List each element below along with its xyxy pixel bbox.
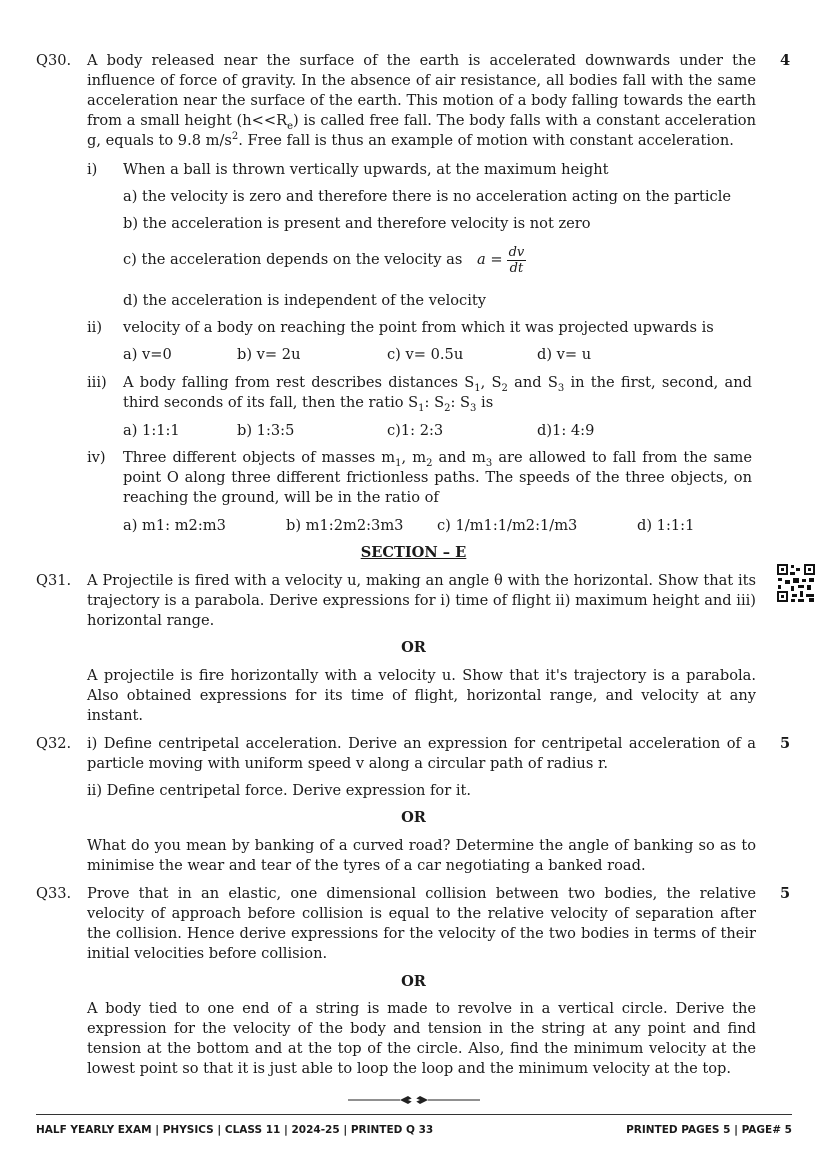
- option-b: b) m1:2m2:3m3: [286, 517, 404, 534]
- option-a: a) 1:1:1: [123, 422, 180, 439]
- marks-q32: 5: [780, 735, 791, 752]
- question-31: [36, 571, 756, 631]
- sub-question-i: i) When a ball is thrown vertically upwards, at the maximum height: [87, 161, 609, 178]
- option-d: d) the acceleration is independent of the velocity: [123, 292, 486, 309]
- question-32: [36, 734, 756, 774]
- option-c: c) the acceleration depends on the velocity as a = $\frac{dv}{dt}$: [123, 244, 525, 276]
- option-b: b) the acceleration is present and therefore velocity is not zero: [123, 215, 591, 232]
- marks-q30: 4: [780, 52, 791, 69]
- options-iv: [123, 516, 753, 536]
- formula: a = $\frac{dv}{dt}$: [477, 244, 525, 276]
- question-33: [36, 884, 756, 964]
- options-iii: [123, 421, 753, 441]
- question-text: Prove that in an elastic, one dimensional collision between two bodies, the relative velocity of approach before collision is equal to the relative velocity of separation after the collision. Hence derive expressions for the velocity of the two bodies in terms of their initial velocities before collision.: [87, 885, 756, 962]
- option-b: b) v= 2u: [237, 346, 301, 363]
- or-divider: OR: [401, 639, 426, 656]
- question-number: Q30.: [36, 52, 72, 69]
- question-text: A body released near the surface of the earth is accelerated downwards under the influence of force of gravity. In the absence of air resistance, all bodies fall with the same acceleration near the surface of the earth. This motion of a body falling towards the earth from a small height $(h<<R_e)$ is called free fall. The body falls with a constant acceleration g, equals to 9.8 $m/s^2$. Free fall is thus an example of motion with constant acceleration.: [87, 52, 756, 149]
- or-divider: OR: [401, 809, 426, 826]
- option-a: a) m1: m2:m3: [123, 517, 226, 534]
- sub-question-iii: iii) A body falling from rest describes distances $S_1$, $S_2$ and $S_3$ in the first, second, and third seconds of its fall, then the ratio $S_1$: $S_2$: $S_3$ is: [87, 374, 753, 414]
- sub-question-ii: ii) velocity of a body on reaching the point from which it was projected upwards is: [87, 319, 714, 336]
- question-32-alternative: What do you mean by banking of a curved road? Determine the angle of banking so as to minimise the wear and tear of the tyres of a car negotiating a banked road.: [87, 837, 756, 874]
- option-a: a) the velocity is zero and therefore there is no acceleration acting on the particle: [123, 188, 732, 205]
- question-30: [36, 51, 756, 151]
- sub-question-iv: iv) Three different objects of masses $m_1$, $m_2$ and $m_3$ are allowed to fall from the same point O along three different frictionless paths. The speeds of the three objects, on reaching the ground, will be in the ratio of: [87, 449, 753, 506]
- qr-code-icon: [776, 563, 816, 603]
- option-d: d) 1:1:1: [637, 517, 695, 534]
- option-c: c) 1/m1:1/m2:1/m3: [437, 517, 578, 534]
- option-a: a) v=0: [123, 346, 172, 363]
- section-heading: SECTION – E: [360, 544, 467, 561]
- question-33-alternative: A body tied to one end of a string is made to revolve in a vertical circle. Derive the expression for the velocity of the body and tension in the string at any point and find tension at the bottom and at the top of the circle. Also, find the minimum velocity at the lowest point so that it is just able to loop the loop and the minimum velocity at the top.: [87, 1000, 756, 1077]
- end-divider-icon: [348, 1096, 480, 1104]
- footer-exam-info: HALF YEARLY EXAM | PHYSICS | CLASS 11 | 2024-25 | PRINTED Q 33: [36, 1124, 434, 1136]
- options-ii: [123, 345, 753, 365]
- question-31-alternative: A projectile is fire horizontally with a velocity u. Show that it's trajectory is a parabola. Also obtained expressions for its time of flight, horizontal range, and velocity at any instant.: [87, 667, 756, 724]
- option-c: c) v= 0.5u: [387, 346, 464, 363]
- question-number: Q33.: [36, 885, 72, 902]
- question-text: A Projectile is fired with a velocity u, making an angle θ with the horizontal. Show that its trajectory is a parabola. Derive expressions for i) time of flight ii) maximum height and iii) horizontal range.: [87, 572, 756, 629]
- question-number: Q32.: [36, 735, 72, 752]
- question-text: i) Define centripetal acceleration. Derive an expression for centripetal acceleration of a particle moving with uniform speed v along a circular path of radius r.: [87, 735, 756, 772]
- option-b: b) 1:3:5: [237, 422, 295, 439]
- question-32-part-2: ii) Define centripetal force. Derive expression for it.: [87, 782, 471, 799]
- option-d: d) v= u: [537, 346, 592, 363]
- or-divider: OR: [401, 973, 426, 990]
- footer-page-info: PRINTED PAGES 5 | PAGE# 5: [626, 1124, 792, 1136]
- option-c: c)1: 2:3: [387, 422, 444, 439]
- page-footer: [36, 1114, 792, 1136]
- marks-q33: 5: [780, 885, 791, 902]
- option-d: d)1: 4:9: [537, 422, 595, 439]
- question-number: Q31.: [36, 572, 72, 589]
